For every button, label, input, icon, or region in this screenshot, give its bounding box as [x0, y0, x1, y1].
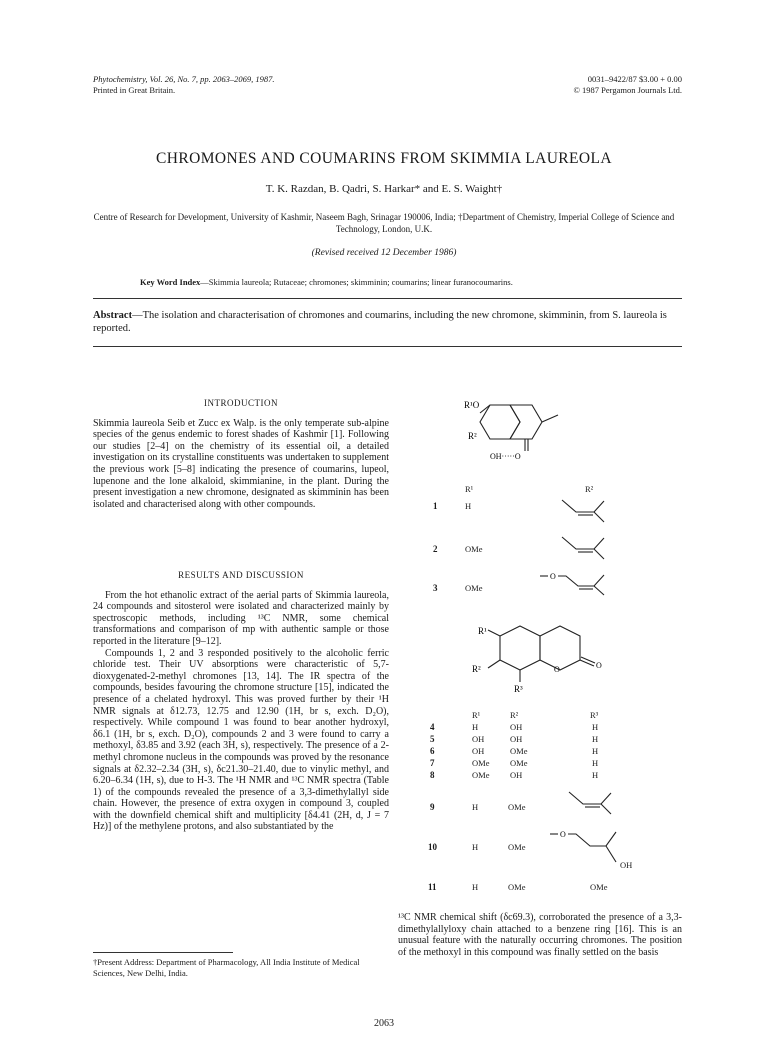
- table-row: [430, 770, 620, 782]
- compound-r3: H: [592, 734, 599, 744]
- paper-title: CHROMONES AND COUMARINS FROM SKIMMIA LAUREOLA: [156, 150, 612, 167]
- compound-r1: H: [472, 802, 479, 812]
- compound-r3: H: [592, 746, 599, 756]
- compound-r2: OH: [510, 722, 523, 732]
- price-code: 0031–9422/87 $3.00 + 0.00: [587, 74, 682, 84]
- abstract-label: Abstract: [93, 310, 133, 321]
- keywords-label: Key Word Index: [140, 277, 201, 287]
- abstract: [93, 309, 678, 335]
- svg-text:O: O: [560, 830, 566, 839]
- coumarin-header-r2: R²: [510, 710, 519, 720]
- coumarin-header-r1: R¹: [472, 710, 481, 720]
- results-continuation: ¹³C NMR chemical shift (δc69.3), corroborated the presence of a 3,3-dimethylallyloxy chain attached to a benzene ring [16]. This is an unusual feature with the naturally occurring chromones. The position of the methoxyl in this compound was finally settled on the basis: [398, 912, 682, 958]
- compound-number: 7: [430, 758, 435, 768]
- chromone-oh-label: OH·····O: [490, 452, 521, 461]
- compound-number: 4: [430, 722, 435, 732]
- copyright: © 1987 Pergamon Journals Ltd.: [573, 85, 682, 95]
- compound-number: 9: [430, 802, 435, 812]
- dimethylallyloxy-chain-icon: [540, 568, 630, 596]
- compound-r1: OMe: [472, 758, 490, 768]
- coumarin-r2-label: R²: [472, 664, 481, 674]
- compound-r1: H: [465, 501, 472, 511]
- chromone-r1o-label: R¹O: [464, 400, 480, 410]
- introduction-section: [93, 398, 389, 510]
- table-row: [430, 746, 620, 758]
- results-paragraph-1: From the hot ethanolic extract of the aerial parts of Skimmia laureola, 24 compounds and sitosterol were isolated and characterized mainly by spectroscopic methods, including ¹³C NMR, some chemical transformations and comparison of mp with authentic sample or those reported in the literature [9–12].: [93, 589, 389, 647]
- coumarin-header-r3: R³: [590, 710, 599, 720]
- chromone-header-r1: R¹: [465, 484, 474, 494]
- compound-r2: OMe: [508, 842, 526, 852]
- compound-number: 6: [430, 746, 435, 756]
- compound-r1: OMe: [465, 583, 483, 593]
- results-paragraph-2: Compounds 1, 2 and 3 responded positively to the alcoholic ferric chloride test. Their UV absorptions were characteristic of 5,7-dioxygenated-2-methyl chromones [13, 14]. The IR spectra of the compounds, besides favouring the chromone structure [15], indicated the presence of a chelated hydroxyl. This was proved further by their ¹H NMR signals at δ12.73, 12.75 and 12.90 (1H, br s, exch. D₂O), respectively. While compound 1 was found to bear another hydroxyl, δ6.1 (1H, br s, exch. D₂O), compounds 2 and 3 were found to carry a methoxyl, δ3.85 and 3.92 (each 3H, s), respectively. The presence of a 2-methyl chromone nucleus in the compounds was proved by the resonance signals at δ2.32–2.34 (3H, s), δc21.30–21.40, due to vinylic methyl, and 6.20–6.34 (1H, s), due to H-3. The ¹H NMR and ¹³C NMR spectra (Table 1) of the compounds revealed the presence of a 3,3-dimethylallyl side chain. However, the presence of extra oxygen in compound 3, coupled with the downfield chemical shift and multiplicity [δ4.41 (2H, d, J = 7 Hz)] of the methylene protons, and also substantiated by the: [93, 647, 389, 833]
- dimethylallyl-chain-icon: [560, 496, 630, 524]
- hydroxy-dimethylallyloxy-chain-icon: [550, 826, 655, 878]
- authors: T. K. Razdan, B. Qadri, S. Harkar* and E. S. Waight†: [265, 183, 503, 195]
- compound-r1: H: [472, 722, 479, 732]
- coumarin-r1-label: R¹: [478, 626, 487, 636]
- compound-r2: OH: [510, 770, 523, 780]
- printed-in: Printed in Great Britain.: [93, 85, 176, 95]
- footnote-rule: [93, 952, 233, 953]
- svg-text:O: O: [554, 665, 560, 674]
- keywords-text: —Skimmia laureola; Rutaceae; chromones; skimminin; coumarins; linear furanocoumarins.: [200, 277, 513, 287]
- affiliation: Centre of Research for Development, University of Kashmir, Naseem Bagh, Srinagar 190006, India; †Department of Chemistry, Imperial College of Science and Technology, London, U.K.: [93, 212, 675, 234]
- compound-r2: OMe: [508, 802, 526, 812]
- page-number: 2063: [374, 1018, 394, 1029]
- compound-r2: OMe: [510, 758, 528, 768]
- compound-number: 3: [433, 583, 438, 593]
- compound-r1: OH: [472, 734, 485, 744]
- compound-r3: H: [592, 770, 599, 780]
- dimethylallyl-chain-icon: [567, 788, 637, 818]
- compound-number: 10: [428, 842, 437, 852]
- compound-number: 11: [428, 882, 437, 892]
- chromone-structure: [440, 395, 640, 465]
- compound-r2: OMe: [508, 882, 526, 892]
- dimethylallyl-chain-icon: [560, 533, 630, 561]
- abstract-text: —The isolation and characterisation of chromones and coumarins, including the new chromone, skimminin, from S. laureola is reported.: [93, 310, 667, 334]
- table-row: [430, 734, 620, 746]
- journal-code: [560, 74, 682, 96]
- introduction-text: Skimmia laureola Seib et Zucc ex Walp. is the only temperate sub-alpine species of the genus endemic to forest shades of Kashmir [1]. Following our studies [2–4] on the chemistry of its essential oil, a detailed investigation on its crystalline constituents was undertaken to supplement the previous work [5–8] indicating the presence of coumarins, lupeol, lupenone and the lone alkaloid, skimmianine, in the plant. During the present investigation a new chromone, designated as skimminin has been isolated and characterised along with other compounds.: [93, 417, 389, 510]
- hydroxyl-label: OH: [620, 860, 633, 870]
- rule-top: [93, 298, 682, 299]
- revised-date: (Revised received 12 December 1986): [311, 248, 457, 258]
- introduction-heading: INTRODUCTION: [204, 398, 278, 408]
- coumarin-rows-4-8: [430, 722, 620, 782]
- compound-number: 2: [433, 544, 438, 554]
- compound-r3: H: [592, 722, 599, 732]
- coumarin-r3-label: R³: [514, 684, 523, 694]
- compound-r1: H: [472, 882, 479, 892]
- coumarin-structure: [470, 620, 630, 700]
- svg-text:O: O: [550, 572, 556, 581]
- keywords: [140, 277, 700, 287]
- compound-r1: OMe: [465, 544, 483, 554]
- compound-number: 8: [430, 770, 435, 780]
- rule-bottom: [93, 346, 682, 347]
- journal-citation: [93, 74, 275, 96]
- compound-number: 1: [433, 501, 438, 511]
- results-section: [93, 570, 389, 833]
- svg-text:O: O: [596, 661, 602, 670]
- compound-r1: OH: [472, 746, 485, 756]
- table-row: [430, 758, 620, 770]
- compound-r3: H: [592, 758, 599, 768]
- compound-r2: OMe: [510, 746, 528, 756]
- compound-r3: OMe: [590, 882, 608, 892]
- table-row: [430, 722, 620, 734]
- chromone-header-r2: R²: [585, 484, 594, 494]
- compound-r1: OMe: [472, 770, 490, 780]
- compound-r2: OH: [510, 734, 523, 744]
- compound-r1: H: [472, 842, 479, 852]
- chromone-r2-label: R²: [468, 431, 477, 441]
- results-heading: RESULTS AND DISCUSSION: [178, 570, 304, 580]
- journal-citation-text: Phytochemistry, Vol. 26, No. 7, pp. 2063–2069, 1987.: [93, 74, 275, 84]
- compound-number: 5: [430, 734, 435, 744]
- footnote: †Present Address: Department of Pharmacology, All India Institute of Medical Sciences, New Delhi, India.: [93, 957, 360, 978]
